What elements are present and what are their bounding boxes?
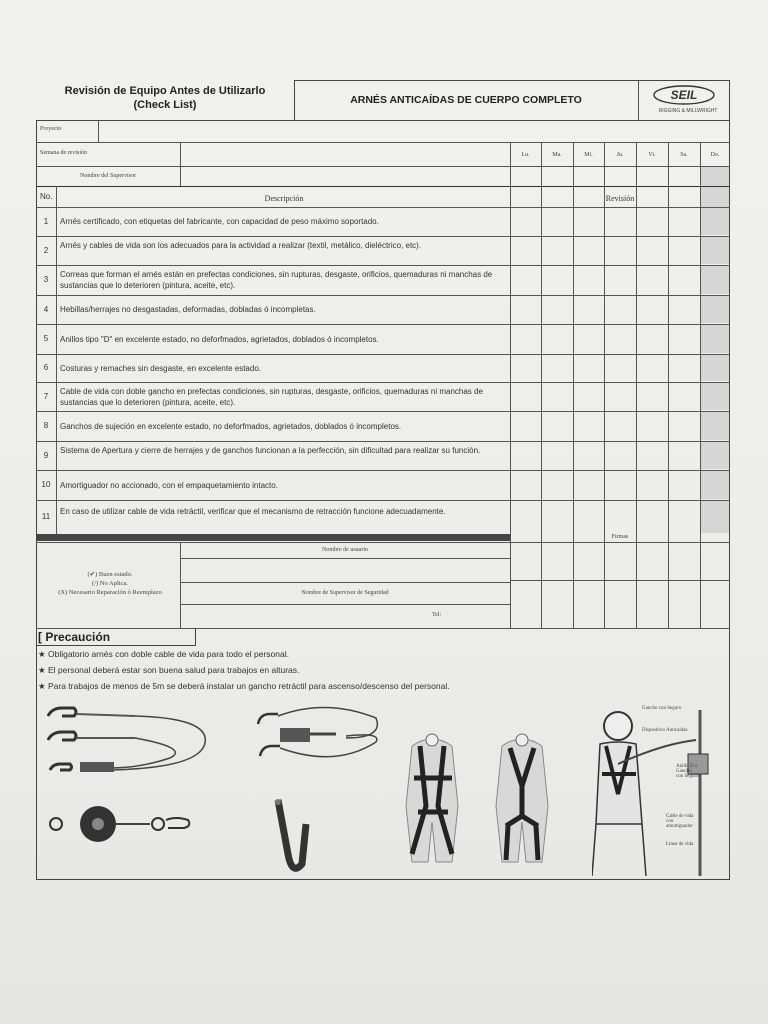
row-description: Costuras y remaches sin desgaste, en excelente estado.: [60, 363, 261, 373]
diagram-label-gancho: Gancho con Seguro: [642, 706, 682, 711]
signature-cell[interactable]: [605, 581, 635, 627]
row-number: 8: [43, 421, 49, 430]
check-cell-mi[interactable]: [574, 442, 603, 469]
firmas-label: Firmas: [611, 534, 629, 540]
check-cell-ma[interactable]: [542, 325, 572, 353]
check-cell-lu[interactable]: [511, 442, 540, 469]
diagram-label-dispositivo: Dispositivo Anticaídas: [642, 728, 688, 733]
double-lanyard-illustration: [40, 698, 220, 788]
check-cell-ju[interactable]: [605, 296, 635, 323]
check-cell-do[interactable]: [701, 325, 729, 353]
precaucion-list: [38, 649, 450, 697]
check-cell-lu[interactable]: [511, 412, 540, 440]
precaucion-item-text: Para trabajos de menos de 5m se deberá instalar un gancho retráctil para ascenso/descenso del personal.: [47, 681, 450, 691]
precaucion-item-text: Obligatorio arnés con doble cable de vida para todo el personal.: [47, 649, 289, 659]
check-cell-sa[interactable]: [669, 442, 699, 469]
label-supervisor: Nombre del Supervisor: [80, 173, 136, 179]
check-cell-sa[interactable]: [669, 237, 699, 264]
day-header: Do.: [710, 152, 720, 158]
diagram-label-anillo: Anillo D o Gancho con Seguro: [676, 764, 699, 779]
checklist-form: [36, 80, 730, 880]
signature-cell[interactable]: [511, 543, 540, 579]
check-cell-vi[interactable]: [637, 266, 667, 294]
check-cell-sa[interactable]: [669, 266, 699, 294]
row-number: 10: [41, 480, 51, 489]
line-semana-mid: [180, 166, 510, 167]
col-no-header: No.: [40, 192, 53, 201]
check-cell-vi[interactable]: [637, 501, 667, 533]
check-cell-ma[interactable]: [542, 383, 572, 410]
grid-column-line: [668, 142, 669, 628]
check-cell-vi[interactable]: [637, 383, 667, 410]
check-cell-ju[interactable]: [605, 501, 635, 533]
usuario-label: Nombre de usuario: [322, 547, 368, 553]
check-cell-do[interactable]: [701, 383, 729, 410]
row-number: 9: [43, 450, 49, 460]
line-usuario2: [180, 582, 510, 583]
check-cell-vi[interactable]: [637, 325, 667, 353]
harness-illustration: [398, 726, 568, 872]
row-description: Hebillas/herrajes no desgastadas, deformadas, dobladas ó incompletas.: [60, 305, 316, 314]
signature-cell[interactable]: [511, 581, 540, 627]
form-title: ARNÉS ANTICAÍDAS DE CUERPO COMPLETO: [350, 94, 582, 106]
row-number: 3: [43, 275, 49, 284]
grid-column-line: [700, 142, 701, 628]
diagram-label-cable: Cable de vida con amortiguador: [666, 814, 694, 829]
line-header-bottom: [36, 186, 730, 187]
check-cell-do[interactable]: [701, 208, 729, 235]
check-cell-lu[interactable]: [511, 208, 540, 235]
legend-x: (X) Necesario Reparación ó Reemplazo: [58, 589, 162, 596]
signature-cell[interactable]: [605, 543, 635, 579]
row-description: Arnés certificado, con etiquetas del fabricante, con capacidad de peso máximo soportado.: [60, 217, 379, 226]
check-cell-ma[interactable]: [542, 442, 572, 469]
check-cell-mi[interactable]: [574, 266, 603, 294]
check-cell-ma[interactable]: [542, 501, 572, 533]
check-cell-mi[interactable]: [574, 355, 603, 381]
row-number: 2: [43, 245, 49, 255]
check-cell-vi[interactable]: [637, 237, 667, 264]
row-description: Amortiguador no accionado, con el empaquetamiento intacto.: [60, 480, 278, 490]
row-number: 6: [43, 363, 49, 372]
grid-column-line: [573, 142, 574, 628]
check-cell-sa[interactable]: [669, 208, 699, 235]
title-line2: (Check List): [133, 99, 197, 111]
line-usuario: [180, 558, 510, 559]
header-divider: [638, 80, 639, 120]
signature-row-line: [510, 580, 730, 581]
check-cell-sa[interactable]: [669, 471, 699, 499]
check-cell-ju[interactable]: [605, 208, 635, 235]
check-cell-do[interactable]: [701, 471, 729, 499]
signature-cell[interactable]: [574, 581, 603, 627]
check-cell-lu[interactable]: [511, 501, 540, 533]
check-cell-sa[interactable]: [669, 355, 699, 381]
check-cell-mi[interactable]: [574, 501, 603, 533]
signature-cell[interactable]: [637, 543, 667, 579]
star-icon: ★: [38, 665, 48, 675]
tel-input[interactable]: [446, 608, 508, 624]
shade-do-header: [700, 167, 729, 186]
svg-text:SEIL: SEIL: [670, 88, 698, 102]
col-no-divider: [56, 186, 57, 534]
shade-rev-header: [700, 187, 729, 207]
star-icon: ★: [38, 649, 48, 659]
row-description: En caso de utilizar cable de vida retráctil, verificar que el mecanismo de retracción funcione adecuadamente.: [60, 507, 446, 516]
grid-column-line: [604, 142, 605, 628]
worker-diagram-illustration: [592, 704, 728, 878]
bracket-icon: [: [38, 630, 46, 644]
precaucion-item-text: El personal deberá estar son buena salud para trabajos en alturas.: [47, 665, 300, 675]
label-semana: Semana de revisión: [40, 150, 87, 156]
star-icon: ★: [38, 681, 48, 691]
check-cell-lu[interactable]: [511, 266, 540, 294]
grid-column-line: [541, 142, 542, 628]
semana-input[interactable]: [182, 144, 510, 164]
check-cell-ma[interactable]: [542, 355, 572, 381]
check-cell-vi[interactable]: [637, 442, 667, 469]
check-cell-do[interactable]: [701, 355, 729, 381]
semana-divider: [180, 142, 181, 186]
legend-divider: [180, 542, 181, 628]
dark-band: [37, 534, 510, 541]
legend: [40, 570, 180, 597]
signature-cell[interactable]: [701, 543, 729, 579]
signature-cell[interactable]: [637, 581, 667, 627]
signature-cell[interactable]: [542, 581, 572, 627]
check-cell-vi[interactable]: [637, 355, 667, 381]
precaucion-item: [38, 665, 450, 681]
check-cell-do[interactable]: [701, 266, 729, 294]
proyecto-input[interactable]: [100, 122, 726, 140]
row-number: 5: [43, 334, 49, 343]
check-cell-mi[interactable]: [574, 383, 603, 410]
precaucion-item: [38, 649, 450, 665]
check-cell-vi[interactable]: [637, 296, 667, 323]
day-header: Ma.: [552, 152, 562, 158]
retractable-lifeline-illustration: [40, 798, 210, 848]
check-cell-vi[interactable]: [637, 412, 667, 440]
row-description: Sistema de Apertura y cierre de herrajes y de ganchos funcionan a la perfección, sin dificultad para realizar su función.: [60, 445, 481, 455]
legend-na: (/) No Aplica.: [92, 580, 128, 587]
days-top-line: [510, 142, 730, 143]
check-cell-do[interactable]: [701, 501, 729, 533]
signature-cell[interactable]: [669, 543, 699, 579]
check-cell-ju[interactable]: [605, 471, 635, 499]
check-cell-lu[interactable]: [511, 296, 540, 323]
row-description: Anillos tipo "D" en excelente estado, no deforfmados, agrietados, doblados ó incompletos.: [60, 334, 379, 344]
check-cell-mi[interactable]: [574, 412, 603, 440]
label-proyecto: Proyecto: [40, 126, 62, 132]
document-title: [36, 84, 294, 112]
anchor-strap-illustration: [268, 794, 318, 880]
row-number: 1: [43, 216, 49, 226]
check-cell-lu[interactable]: [511, 237, 540, 264]
check-cell-lu[interactable]: [511, 383, 540, 410]
check-cell-ju[interactable]: [605, 237, 635, 264]
check-cell-mi[interactable]: [574, 471, 603, 499]
signature-cell[interactable]: [542, 543, 572, 579]
check-cell-vi[interactable]: [637, 208, 667, 235]
grid-column-line: [636, 142, 637, 628]
check-cell-sa[interactable]: [669, 383, 699, 410]
row-number: 7: [43, 391, 49, 401]
day-header: Lu.: [521, 152, 530, 158]
legend-ok: (✔) Buen estado.: [87, 571, 133, 578]
check-cell-do[interactable]: [701, 412, 729, 440]
line-semana: [36, 166, 180, 167]
check-cell-sa[interactable]: [669, 412, 699, 440]
check-cell-sa[interactable]: [669, 325, 699, 353]
row-description: Correas que forman el arnés están en prefectas condiciones, sin rupturas, desgaste, orificios, quemaduras ni manchas de sustancias que lo deterioren (pintura, aceite, etc).: [60, 270, 493, 290]
check-cell-ju[interactable]: [605, 325, 635, 353]
check-cell-ju[interactable]: [605, 355, 635, 381]
seil-logo: [648, 84, 726, 114]
day-header: Ju.: [616, 152, 624, 158]
row-number: 4: [43, 304, 49, 314]
check-cell-mi[interactable]: [574, 296, 603, 323]
precaucion-item: [38, 681, 450, 697]
check-cell-do[interactable]: [701, 296, 729, 323]
day-header: Vi.: [648, 152, 656, 158]
check-cell-ma[interactable]: [542, 296, 572, 323]
check-cell-ma[interactable]: [542, 471, 572, 499]
row-description: Arnés y cables de vida son los adecuados para la actividad a realizar (textil, metálico, dieléctrico, etc).: [60, 240, 422, 250]
tel-label: Tel:: [432, 612, 442, 618]
precaucion-title-text: Precaución: [45, 630, 111, 644]
check-cell-ma[interactable]: [542, 412, 572, 440]
check-cell-ju[interactable]: [605, 412, 635, 440]
line-days: [510, 166, 730, 167]
check-cell-mi[interactable]: [574, 208, 603, 235]
y-lanyard-illustration: [246, 698, 386, 778]
check-cell-mi[interactable]: [574, 325, 603, 353]
check-cell-lu[interactable]: [511, 355, 540, 381]
title-line1: Revisión de Equipo Antes de Utilizarlo: [64, 85, 266, 97]
row-description: Ganchos de sujeción en excelente estado, no deforfmados, agrietados, doblados ó incompletos.: [60, 421, 402, 431]
signature-cell[interactable]: [669, 581, 699, 627]
check-cell-ma[interactable]: [542, 208, 572, 235]
supervisor-input[interactable]: [182, 168, 510, 186]
check-cell-ma[interactable]: [542, 266, 572, 294]
check-cell-vi[interactable]: [637, 471, 667, 499]
check-cell-lu[interactable]: [511, 471, 540, 499]
check-cell-sa[interactable]: [669, 501, 699, 533]
supervisor-seg-label: Nombre de Supervisor de Seguridad: [301, 590, 389, 596]
day-header: Sa.: [680, 152, 688, 158]
row-description: Cable de vida con doble gancho en prefectas condiciones, sin rupturas, desgaste, orificios, quemaduras ni manchas de sustancias que lo deterioren (pintura, aceite, etc).: [60, 386, 483, 407]
svg-text:RIGGING & MILLWRIGHT: RIGGING & MILLWRIGHT: [658, 108, 718, 114]
check-cell-sa[interactable]: [669, 296, 699, 323]
day-header: Mi.: [584, 152, 593, 158]
check-cell-mi[interactable]: [574, 237, 603, 264]
usuario-input[interactable]: [182, 560, 508, 580]
col-rev-header: Revisión: [605, 194, 635, 203]
line-supervisor-seg: [180, 604, 510, 605]
check-cell-ju[interactable]: [605, 383, 635, 410]
check-cell-ju[interactable]: [605, 442, 635, 469]
precaucion-title: [38, 630, 110, 644]
signature-cell[interactable]: [574, 543, 603, 579]
proyecto-divider: [98, 120, 99, 142]
check-cell-do[interactable]: [701, 442, 729, 469]
signature-cell[interactable]: [701, 581, 729, 627]
grid-column-line: [510, 142, 511, 628]
check-cell-ju[interactable]: [605, 266, 635, 294]
check-cell-do[interactable]: [701, 237, 729, 264]
col-desc-header: Descripción: [264, 194, 304, 203]
check-cell-ma[interactable]: [542, 237, 572, 264]
diagram-label-linea: Linea de vida: [666, 842, 694, 847]
row-number: 11: [41, 512, 51, 521]
check-cell-lu[interactable]: [511, 325, 540, 353]
